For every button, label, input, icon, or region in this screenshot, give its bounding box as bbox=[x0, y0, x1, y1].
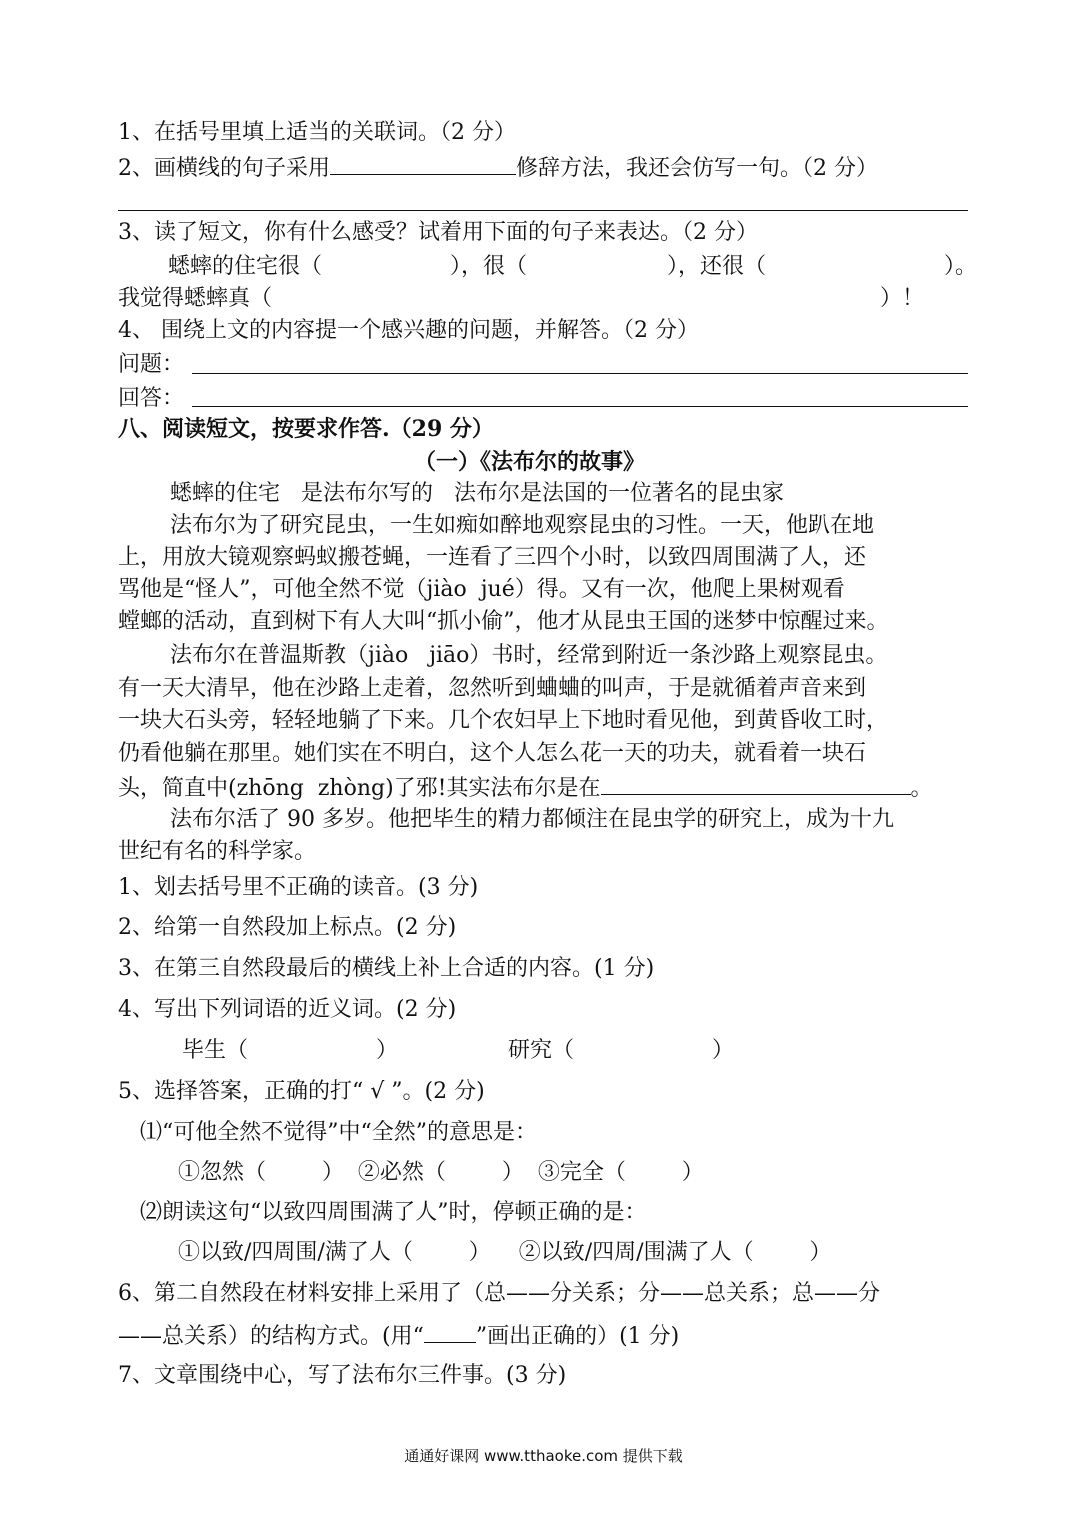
synonym-1 bbox=[182, 1036, 398, 1066]
section-heading: 八、阅读短文，按要求作答.（29 分） bbox=[118, 416, 494, 442]
reading-question-4: 4、写出下列词语的近义词。(2 分) bbox=[118, 997, 457, 1022]
question-5-1: ⑴“可他全然不觉得”中“全然”的意思是： bbox=[140, 1120, 537, 1145]
question-3-line2 bbox=[118, 284, 924, 314]
question-answer-line[interactable] bbox=[192, 373, 968, 374]
passage-title: （一）《法布尔的故事》 bbox=[414, 449, 646, 475]
passage-line: 法布尔在普温斯教（jiào jiāo）书时，经常到附近一条沙路上观察昆虫。 bbox=[170, 643, 888, 668]
passage-text: 头，简直中(zhōng zhòng)了邪!其实法布尔是在 bbox=[118, 776, 601, 801]
reading-question-6: 6、第二自然段在材料安排上采用了（总——分关系；分——总关系；总——分 bbox=[118, 1281, 880, 1306]
reading-question-7: 7、文章围绕中心，写了法布尔三件事。(3 分) bbox=[118, 1363, 567, 1388]
question-3: 3、读了短文，你有什么感受？试着用下面的句子来表达。（2 分） bbox=[118, 220, 758, 245]
question-text: ——总关系）的结构方式。(用“ bbox=[118, 1324, 424, 1349]
question-text: ”画出正确的）(1 分) bbox=[475, 1324, 680, 1349]
passage-line: 法布尔为了研究昆虫，一生如痴如醉地观察昆虫的习性。一天，他趴在地 bbox=[170, 513, 875, 538]
passage-line: 世纪有名的科学家。 bbox=[118, 839, 317, 864]
synonym-close: ） bbox=[712, 1038, 735, 1063]
question-2-text-a: 2、画横线的句子采用 bbox=[118, 156, 330, 181]
underline-sample bbox=[424, 1320, 476, 1343]
passage-paragraph-1: 蟋蟀的住宅 是法布尔写的 法布尔是法国的一位著名的昆虫家 bbox=[170, 481, 784, 506]
question-2 bbox=[118, 152, 878, 184]
synonym-word: 研究（ bbox=[508, 1038, 575, 1063]
passage-line: 仍看他躺在那里。她们实在不明白，这个人怎么花一天的功夫，就看着一块石 bbox=[118, 741, 867, 766]
sentence-part: 蟋蟀的住宅很（ bbox=[168, 254, 323, 279]
passage-line: 一块大石头旁，轻轻地躺了下来。几个农妇早上下地时看见他，到黄昏收工时， bbox=[118, 708, 889, 733]
synonym-word: 毕生（ bbox=[182, 1038, 249, 1063]
passage-line bbox=[118, 772, 933, 804]
question-label: 问题： bbox=[118, 352, 185, 377]
reading-question-1: 1、划去括号里不正确的读音。(3 分) bbox=[118, 875, 479, 900]
passage-line: 有一天大清早，他在沙路上走着，忽然听到蛐蛐的叫声，于是就循着声音来到 bbox=[118, 676, 867, 701]
question-2-text-b: 修辞方法，我还会仿写一句。（2 分） bbox=[516, 156, 878, 181]
sentence-part: ），很（ bbox=[450, 254, 528, 279]
answer-line[interactable] bbox=[118, 210, 968, 211]
sentence-part: 我觉得蟋蟀真（ bbox=[118, 286, 273, 311]
sentence-part: ）。 bbox=[944, 254, 978, 279]
reading-question-2: 2、给第一自然段加上标点。(2 分) bbox=[118, 915, 457, 940]
page-footer: 通通好课网 www.tthaoke.com 提供下载 bbox=[404, 1447, 683, 1465]
question-5-1-options[interactable]: ①忽然（ ） ②必然（ ） ③完全（ ） bbox=[178, 1160, 704, 1185]
answer-answer-line[interactable] bbox=[192, 406, 968, 407]
synonym-close: ） bbox=[376, 1038, 399, 1063]
question-5-2-options[interactable]: ①以致/四周围/满了人（ ） ②以致/四周/围满了人（ ） bbox=[178, 1240, 832, 1265]
synonym-2 bbox=[508, 1036, 734, 1066]
answer-blank[interactable] bbox=[330, 152, 516, 175]
question-3-sentence bbox=[168, 252, 977, 282]
passage-line: 上，用放大镜观察蚂蚁搬苍蝇，一连看了三四个小时，以致四周围满了人，还 bbox=[118, 545, 867, 570]
reading-question-6-line2 bbox=[118, 1320, 679, 1352]
answer-blank[interactable] bbox=[601, 772, 911, 795]
question-4: 4、 围绕上文的内容提一个感兴趣的问题，并解答。（2 分） bbox=[118, 318, 699, 343]
reading-question-5: 5、选择答案，正确的打“ √ ”。(2 分) bbox=[118, 1079, 485, 1104]
passage-line: 法布尔活了 90 多岁。他把毕生的精力都倾注在昆虫学的研究上，成为十九 bbox=[170, 807, 894, 832]
passage-text: 。 bbox=[910, 776, 933, 801]
passage-line: 螳螂的活动，直到树下有人大叫“抓小偷”，他才从昆虫王国的迷梦中惊醒过来。 bbox=[118, 609, 889, 634]
sentence-part: ）！ bbox=[880, 286, 925, 311]
reading-question-3: 3、在第三自然段最后的横线上补上合适的内容。(1 分) bbox=[118, 956, 655, 981]
answer-label: 回答： bbox=[118, 386, 185, 411]
passage-line: 骂他是“怪人”，可他全然不觉（jiào jué）得。又有一次，他爬上果树观看 bbox=[118, 577, 845, 602]
question-5-2: ⑵朗读这句“以致四周围满了人”时，停顿正确的是： bbox=[140, 1200, 647, 1225]
question-1: 1、在括号里填上适当的关联词。（2 分） bbox=[118, 120, 516, 145]
sentence-part: ），还很（ bbox=[667, 254, 767, 279]
